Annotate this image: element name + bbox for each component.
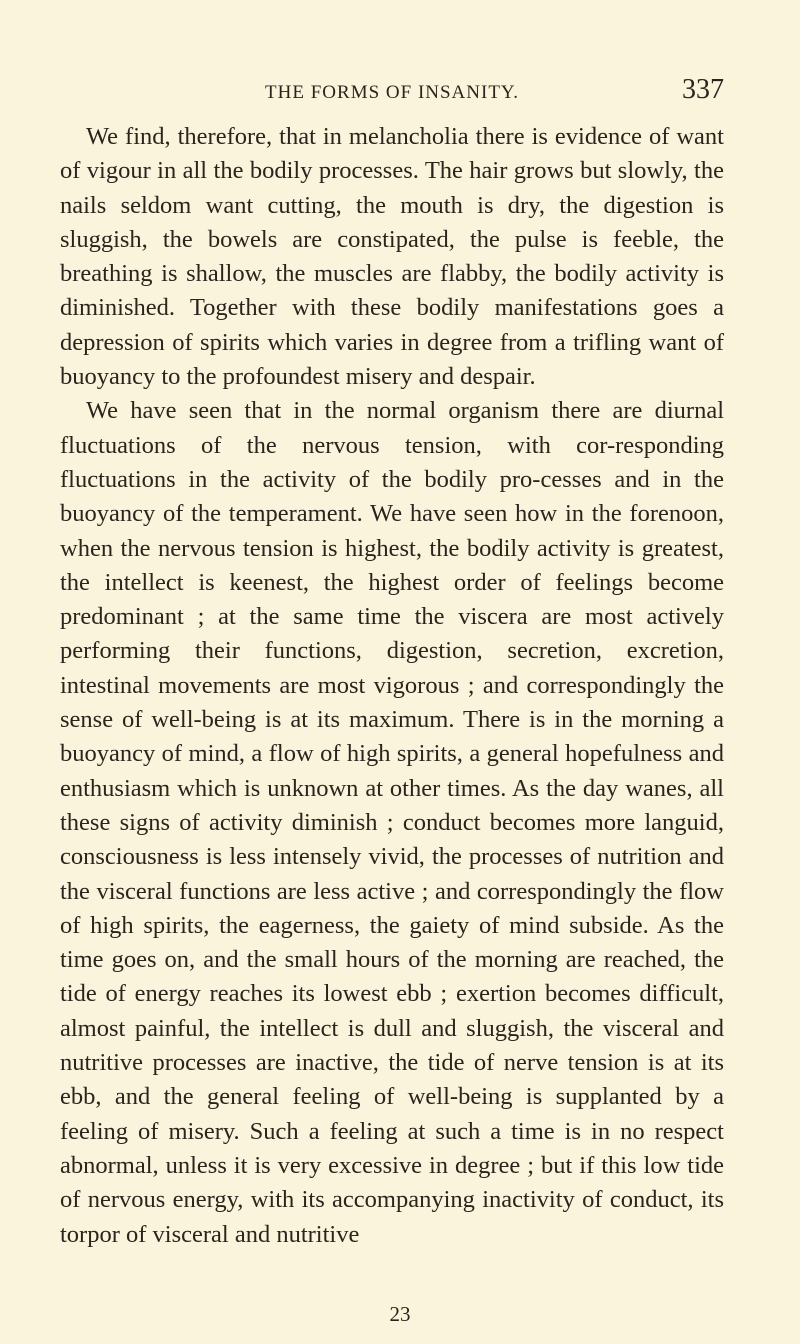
paragraph-2: We have seen that in the normal organism there are diurnal fluctuations of the nervous tension, with cor-responding fluctuations in the activity of the bodily pro-cesses and in the buoyancy of the temperament. We have seen how in the forenoon, when the nervous tension is highest, the bodily activity is greatest, the intellect is keenest, the highest order of feelings become predominant ; at the same time the viscera are most actively performing their functions, digestion, secretion, excretion, intestinal movements are most vigorous ; and correspondingly the sense of well-being is at its maximum. There is in the morning a buoyancy of mind, a flow of high spirits, a general hopefulness and enthusiasm which is unknown at other times. As the day wanes, all these signs of activity diminish ; conduct becomes more languid, consciousness is less intensely vivid, the processes of nutrition and the visceral functions are less active ; and correspondingly the flow of high spirits, the eagerness, the gaiety of mind subside. As the time goes on, and the small hours of the morning are reached, the tide of energy reaches its lowest ebb ; exertion becomes difficult, almost painful, the intellect is dull and sluggish, the visceral and nutritive processes are inactive, the tide of nerve tension is at its ebb, and the general feeling of well-being is supplanted by a feeling of misery. Such a feeling at such a time is in no respect abnormal, unless it is very excessive in degree ; but if this low tide of nervous energy, with its accompanying inactivity of conduct, its torpor of visceral and nutritive: [60, 397, 724, 1248]
paragraph-1: We find, therefore, that in melancholia there is evidence of want of vigour in all the bodily processes. The hair grows but slowly, the nails seldom want cutting, the mouth is dry, the digestion is sluggish, the bowels are constipated, the pulse is feeble, the breathing is shallow, the muscles are flabby, the bodily activity is diminished. Together with these bodily manifestations goes a depression of spirits which varies in degree from a trifling want of buoyancy to the profoundest misery and despair.: [60, 123, 724, 391]
running-title: THE FORMS OF INSANITY.: [265, 82, 519, 103]
running-head: [60, 74, 724, 114]
signature-mark: 23: [389, 1302, 411, 1326]
body-text: [60, 120, 724, 1252]
page-number: 337: [682, 74, 724, 105]
